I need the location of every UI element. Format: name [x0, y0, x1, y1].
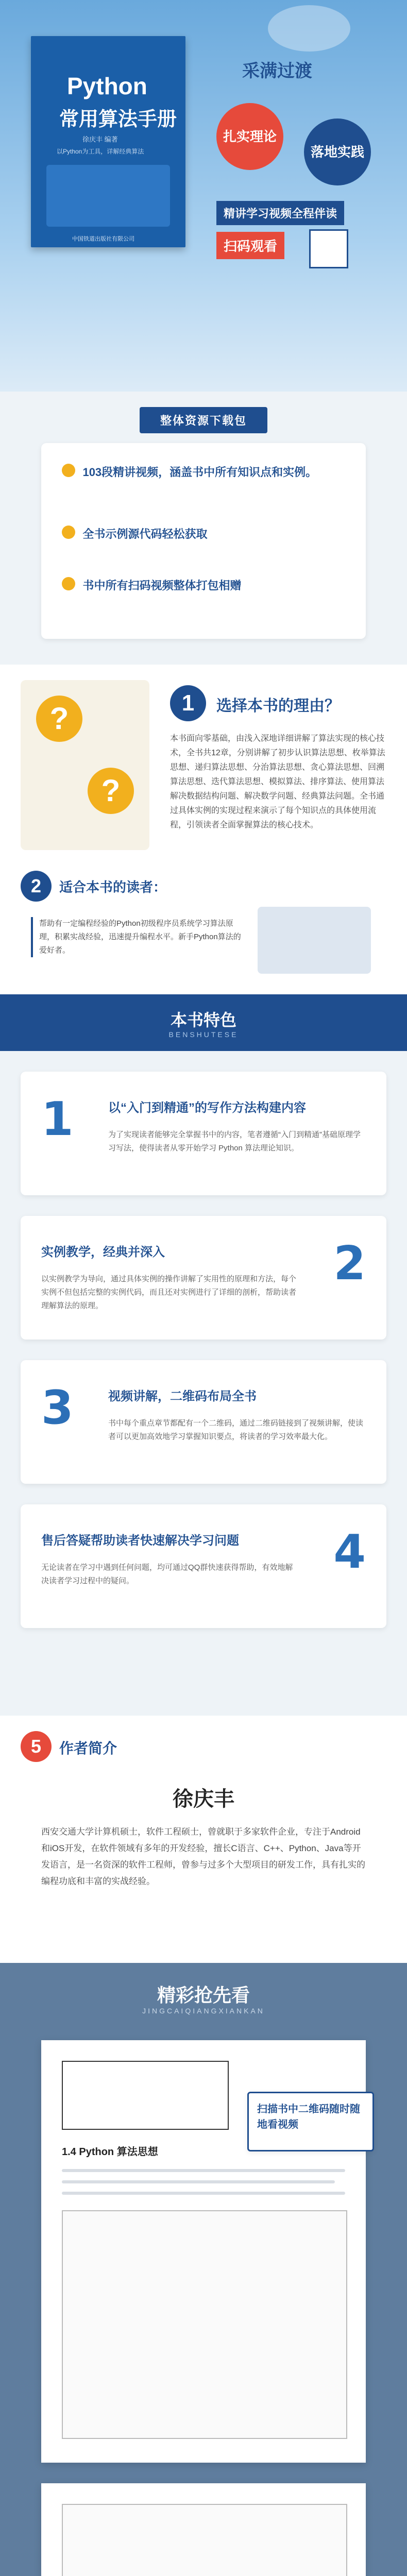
resource-text-2: 全书示例源代码轻松获取 [82, 528, 208, 540]
callout-1-text: 扫描书中二维码随时随地看视频 [257, 2104, 360, 2130]
why-body: 本书面向零基础，由浅入深地详细讲解了算法实现的核心技术，全书共12章，分别讲解了初步认识算法思想、枚举算法思想、递归算法思想、分治算法思想、贪心算法思想、回溯算法思想、迭代算法思想、模拟算法、排序算法、使用算法解决数据结构问题、解决数学问题、经典算法问题。全书通过具体实例的实现过程来演示了每个知识点的具体使用流程，引领读者全面掌握算法的核心技术。 [170, 734, 385, 829]
person-illustration [268, 5, 350, 52]
resource-text-3: 书中所有扫码视频整体打包相赠 [82, 579, 242, 592]
text-line [62, 2180, 335, 2183]
hero-slogan-1: 采满过渡 [242, 61, 312, 81]
resources-title: 整体资源下载包 [140, 407, 267, 433]
code-box [62, 2210, 347, 2439]
feature-body-1: 为了实现读者能够完全掌握书中的内容，笔者遵循“入门到精通”基础原理学习写法，使得读者从零开始学习 Python 算法理论知识。 [108, 1130, 361, 1153]
why-title: 选择本书的理由？ [216, 698, 340, 715]
preview-sub: JINGCAIQIANGXIANKAN [142, 2007, 265, 2015]
features-title: 本书特色 [170, 1011, 236, 1029]
why-number: 1 [170, 685, 206, 721]
hero-section [0, 0, 407, 392]
hero-slogan-2: 扎实理论 [223, 129, 277, 144]
feature-card-2 [21, 1216, 386, 1340]
hero-scan: 扫码观看 [216, 232, 284, 259]
preview-section-1: 1.4 Python 算法思想 [62, 2146, 158, 2158]
question-icon: ? [36, 696, 82, 742]
author-name: 徐庆丰 [173, 1788, 234, 1810]
resource-text-1: 103段精讲视频，涵盖书中所有知识点和实例。 [82, 466, 317, 479]
preview-title: 精彩抢先看 [157, 1985, 250, 2006]
question-illustration [21, 680, 149, 850]
book-author: 徐庆丰 编著 [82, 135, 118, 143]
feature-title-4: 售后答疑帮助读者快速解决学习问题 [41, 1534, 239, 1548]
callout-1 [247, 2092, 374, 2151]
author-number: 5 [21, 1731, 52, 1762]
book-sub: 以Python为工具，详解经典算法 [57, 148, 144, 155]
feature-title-3: 视频讲解，二维码布局全书 [108, 1389, 257, 1403]
resources-section [0, 392, 407, 665]
question-icon: ? [88, 768, 134, 814]
book-title-cn: 常用算法手册 [59, 109, 177, 130]
feature-body-2: 以实例教学为导向，通过具体实例的操作讲解了实用性的原理和方法，每个实例不但包括完整的实例代码，而且还对实例进行了详细的剖析，帮助读者理解算法的原理。 [41, 1275, 297, 1310]
features-sub: BENSHUTESE [168, 1030, 239, 1039]
book-publisher: 中国铁道出版社有限公司 [72, 236, 134, 242]
feature-title-1: 以“入门到精通”的写作方法构建内容 [108, 1101, 306, 1115]
book-title-en: Python [67, 73, 147, 99]
resource-item-3 [62, 577, 340, 593]
hero-banner: 精讲学习视频全程伴读 [216, 201, 344, 225]
book-art [46, 165, 170, 227]
feature-title-2: 实例教学，经典并深入 [41, 1245, 165, 1259]
book-cover [31, 36, 185, 247]
hero-bubble-2 [304, 118, 371, 185]
readers-body: 帮助有一定编程经验的Python初级程序员系统学习算法原理，积累实战经验，迅速提升编程水平。新手Python算法的爱好者。 [31, 917, 245, 957]
readers-number: 2 [21, 871, 52, 902]
author-section [0, 1716, 407, 1963]
preview-section [0, 1963, 407, 2576]
feature-body-3: 书中每个重点章节都配有一个二维码，通过二维码链接到了视频讲解，使读者可以更加高效地学习掌握知识要点，将读者的学习效率最大化。 [108, 1419, 364, 1441]
feature-number-1: 1 [41, 1092, 74, 1146]
check-icon [62, 464, 75, 477]
resources-card [41, 443, 366, 639]
features-section [0, 994, 407, 1716]
feature-card-4 [21, 1504, 386, 1628]
code-box [62, 2504, 347, 2576]
flow-diagram [62, 2061, 229, 2130]
feature-card-3 [21, 1360, 386, 1484]
resource-item-2 [62, 526, 340, 541]
features-header [0, 994, 407, 1051]
feature-card-1 [21, 1072, 386, 1195]
laptop-illustration [258, 907, 371, 974]
author-title: 作者简介 [59, 1740, 117, 1756]
feature-number-4: 4 [333, 1525, 366, 1579]
readers-title: 适合本书的读者： [59, 879, 167, 895]
hero-slogan-3: 落地实践 [310, 144, 364, 160]
feature-number-3: 3 [41, 1381, 74, 1435]
check-icon [62, 577, 75, 590]
check-icon [62, 526, 75, 539]
qr-icon[interactable] [309, 229, 348, 268]
author-body: 西安交通大学计算机硕士，软件工程硕士，曾就职于多家软件企业，专注于Android和iOS开发，在软件领域有多年的开发经验，擅长C语言、C++、Python、Java等开发语言，是一名资深的软件工程师，曾参与过多个大型项目的研发工作，具有扎实的编程功底和丰富的实战经验。 [41, 1827, 365, 1886]
resource-item-1 [62, 464, 340, 480]
why-section [0, 665, 407, 994]
hero-bubble-1 [216, 103, 283, 170]
feature-body-4: 无论读者在学习中遇到任何问题，均可通过QQ群快速获得帮助，有效地解决读者学习过程中的疑问。 [41, 1563, 293, 1585]
feature-number-2: 2 [333, 1236, 366, 1291]
text-line [62, 2169, 345, 2172]
preview-page-2 [41, 2483, 366, 2576]
text-line [62, 2192, 345, 2195]
